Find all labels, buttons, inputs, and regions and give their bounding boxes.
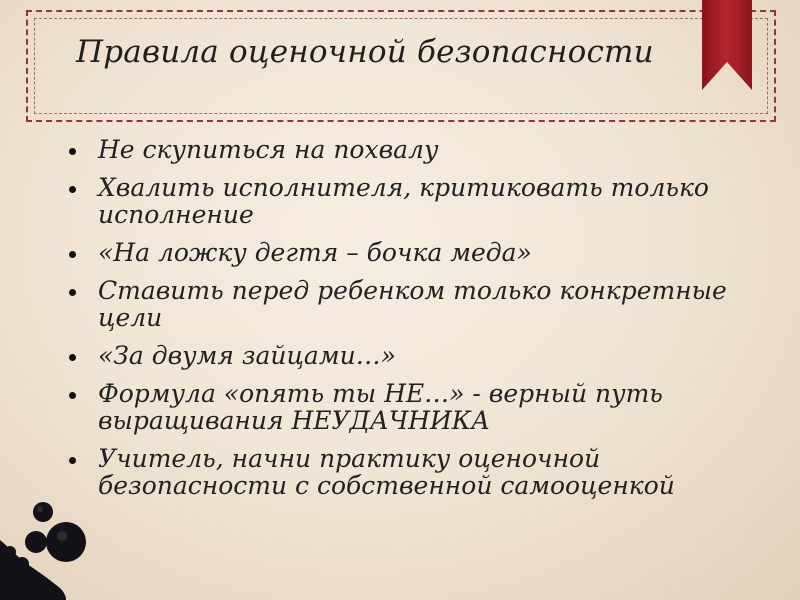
list-item-text: Формула «опять ты НЕ…» - верный путь выращивания НЕУДАЧНИКА <box>98 379 663 435</box>
list-item-text: Не скупиться на похвалу <box>98 135 439 164</box>
bullet-icon <box>69 148 76 155</box>
bullet-icon <box>69 392 76 399</box>
bookmark-ribbon-icon <box>700 0 754 92</box>
list-item-text: «На ложку дегтя – бочка меда» <box>98 238 532 267</box>
list-item-text: «За двумя зайцами…» <box>98 341 396 370</box>
list-item <box>64 239 754 266</box>
bullet-icon <box>69 251 76 258</box>
ink-splatter <box>0 470 120 600</box>
list-item <box>64 342 754 369</box>
slide-title: Правила оценочной безопасности <box>76 34 654 70</box>
list-item <box>64 136 754 163</box>
list-item <box>64 380 754 434</box>
bullet-icon <box>69 354 76 361</box>
bullet-icon <box>69 457 76 464</box>
list-item-text: Ставить перед ребенком только конкретные цели <box>98 276 727 332</box>
list-item-text: Хвалить исполнителя, критиковать только исполнение <box>98 173 709 229</box>
list-item <box>64 277 754 331</box>
list-item-text: Учитель, начни практику оценочной безопасности с собственной самооценкой <box>98 444 675 500</box>
bullet-list <box>64 136 754 510</box>
list-item <box>64 174 754 228</box>
bullet-icon <box>69 289 76 296</box>
bullet-icon <box>69 186 76 193</box>
list-item <box>64 445 754 499</box>
